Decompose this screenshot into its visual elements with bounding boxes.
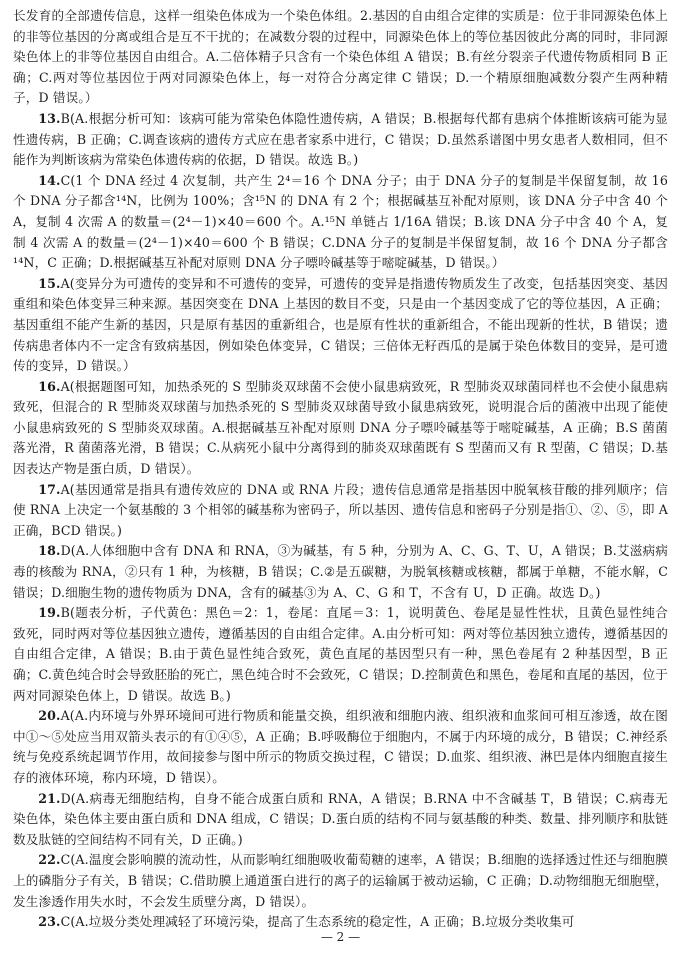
answer-text: A(根据题图可知，加热杀死的 S 型肺炎双球菌不会使小鼠患病致死，R 型肺炎双球菌同样也不会使小鼠患病致死，但混合的 R 型肺炎双球菌与加热杀死的 S 型肺炎双球菌导致小鼠患病致死，说明混合后的菌液中出现了能使小鼠患病致死的 S 型肺炎双球菌。A.根据碱基互补配对原则 DNA 分子嘌呤碱基等于嘧啶碱基，A 正确；B.S 菌菌落光滑，R 菌菌落光滑，B 错误；C.从病死小鼠中分离得到的肺炎双球菌既有 S 型菌而又有 R 型菌，C 错误；D.基因表达产物是蛋白质，D 错误）。 — [13, 378, 668, 477]
question-number: 21. — [38, 790, 61, 806]
answer-item-21 — [13, 789, 668, 851]
question-number: 22. — [38, 852, 61, 868]
question-number: 18. — [38, 543, 61, 559]
answer-item-13 — [13, 109, 668, 171]
answer-text: C(A.温度会影响膜的流动性，从而影响红细胞吸收葡萄糖的速率，A 错误；B.细胞的选择透过性还与细胞膜上的磷脂分子有关，B 错误；C.借助膜上通道蛋白进行的离子的运输属于被动运输，C 正确；D.动物细胞无细胞壁，发生渗透作用失水时，不会发生质壁分离，D 错误）。 — [13, 852, 668, 909]
question-number: 14. — [38, 172, 61, 188]
answer-text: B(题表分析，子代黄色：黑色＝2：1，卷尾：直尾＝3：1，说明黄色、卷尾是显性性状，且黄色显性纯合致死，同时两对等位基因独立遗传，遵循基因的自由组合定律。A.由分析可知：两对等位基因独立遗传，遵循基因的自由组合定律，A 错误；B.由于黄色显性纯合致死，黄色直尾的基因型只有一种，黑色卷尾有 2 种基因型，B 正确；C.黄色纯合时会导致胚胎的死亡，黑色纯合时不会致死，C 错误；D.控制黄色和黑色，卷尾和直尾的基因，位于两对同源染色体上，D 错误。故选 B。) — [13, 605, 668, 703]
question-number: 15. — [38, 275, 61, 291]
answer-text: A(变异分为可遗传的变异和不可遗传的变异，可遗传的变异是指遗传物质发生了改变，包括基因突变、基因重组和染色体变异三种来源。基因突变在 DNA 上基因的数目不变，只是由一个基因变成了它的等位基因，A 正确；基因重组不能产生新的基因，只是原有基因的重新组合，也是原有性状的重新组合，不能出现新的性状，B 错误；遗传病患者体内不一定含有致病基因，例如染色体变异，C 错误；三倍体无籽西瓜的是属于染色体数目的变异，是可遗传的变异，D 错误。） — [13, 275, 668, 374]
answer-item-20 — [13, 706, 668, 788]
answer-text: D(A.人体细胞中含有 DNA 和 RNA，③为碱基，有 5 种，分别为 A、C、G、T、U，A 错误；B.艾滋病病毒的核酸为 RNA，②只有 1 种，为核糖，B 错误；C.②是五碳糖，为脱氧核糖或核糖，都属于单糖，不能水解，C 错误；D.细胞生物的遗传物质为 DNA，含有的碱基③为 A、C、G 和 T，不含有 U，D 正确。故选 D。) — [13, 543, 668, 600]
answer-text: C(1 个 DNA 经过 4 次复制，共产生 2⁴＝16 个 DNA 分子；由于 DNA 分子的复制是半保留复制，故 16 个 DNA 分子都含¹⁴N，比例为 100%；含¹⁵N 的 DNA 有 2 个；根据碱基互补配对原则，该 DNA 分子中含 40 个 A，复制 4 次需 A 的数量＝(2⁴－1)×40＝600 个。A.¹⁵N 单链占 1/16A 错误；B.该 DNA 分子中含 40 个 A，复制 4 次需 A 的数量＝(2⁴－1)×40＝600 个 B 错误；C.DNA 分子的复制是半保留复制，故 16 个 DNA 分子都含¹⁴N，C 正确；D.根据碱基互补配对原则 DNA 分子嘌呤碱基等于嘧啶碱基，D 错误。） — [13, 172, 668, 271]
answer-text: D(A.病毒无细胞结构，自身不能合成蛋白质和 RNA，A 错误；B.RNA 中不含碱基 T，B 错误；C.病毒无染色体，染色体主要由蛋白质和 DNA 组成，C 错误；D.蛋白质的结构不同与氨基酸的种类、数量、排列顺序和肽链数及肽链的空间结构不同有关，D 正确。) — [13, 790, 668, 847]
question-number: 19. — [38, 605, 61, 621]
question-number: 16. — [38, 378, 61, 394]
answer-text: C(A.垃圾分类处理减轻了环境污染，提高了生态系统的稳定性，A 正确；B.垃圾分类收集可 — [60, 914, 575, 930]
page-number: — 2 — — [320, 930, 361, 944]
answer-text: A(基因通常是指具有遗传效应的 DNA 或 RNA 片段；遗传信息通常是指基因中脱氧核苷酸的排列顺序；信使 RNA 上决定一个氨基酸的 3 个相邻的碱基称为密码子，所以基因、遗传信息和密码子分别是指①、②、⑤，即 A 正确，BCD 错误。) — [13, 481, 668, 538]
answer-item-19 — [13, 603, 668, 706]
answer-item-16 — [13, 377, 668, 480]
question-number: 17. — [38, 481, 61, 497]
answer-item-14 — [13, 171, 668, 274]
answer-item-18 — [13, 541, 668, 603]
answer-page — [13, 6, 668, 930]
continuation-paragraph: 长发育的全部遗传信息，这样一组染色体成为一个染色体组。2.基因的自由组合定律的实质是：位于非同源染色体上的非等位基因的分离或组合是互不干扰的；在减数分裂的过程中，同源染色体上的等位基因彼此分离的同时，非同源染色体上的非等位基因自由组合。A.二倍体精子只含有一个染色体组 A 错误；B.有丝分裂亲子代遗传物质相同 B 正确；C.两对等位基因位于两对同源染色体上，每一对符合分离定律 C 错误；D.一个精原细胞减数分裂产生两种精子，D 错误。） — [13, 8, 668, 106]
answer-item-15 — [13, 274, 668, 377]
answer-text: A(A.内环境与外界环境间可进行物质和能量交换，组织液和细胞内液、组织液和血浆间可相互渗透，故在图中①～⑤处应当用双箭头表示的有①④⑤，A 正确；B.呼吸酶位于细胞内，不属于内环境的成分，B 错误；C.神经系统与免疫系统起调节作用，故间接参与图中所示的物质交换过程，C 错误；D.血浆、组织液、淋巴是体内细胞直接生存的液体环境，称内环境，D 错误）。 — [13, 708, 668, 785]
question-number: 23. — [38, 914, 61, 930]
question-number: 13. — [38, 110, 61, 126]
answer-item-22 — [13, 850, 668, 912]
answer-text: B(A.根据分析可知：该病可能为常染色体隐性遗传病，A 错误；B.根据每代都有患病个体推断该病可能为显性遗传病，B 正确；C.调查该病的遗传方式应在患者家系中进行，C 错误；D.虽然系谱图中男女患者人数相同，但不能作为判断该病为常染色体遗传病的依据，D 错误。故选 B。) — [13, 110, 668, 168]
question-number: 20. — [38, 708, 61, 724]
answer-item-17 — [13, 480, 668, 542]
